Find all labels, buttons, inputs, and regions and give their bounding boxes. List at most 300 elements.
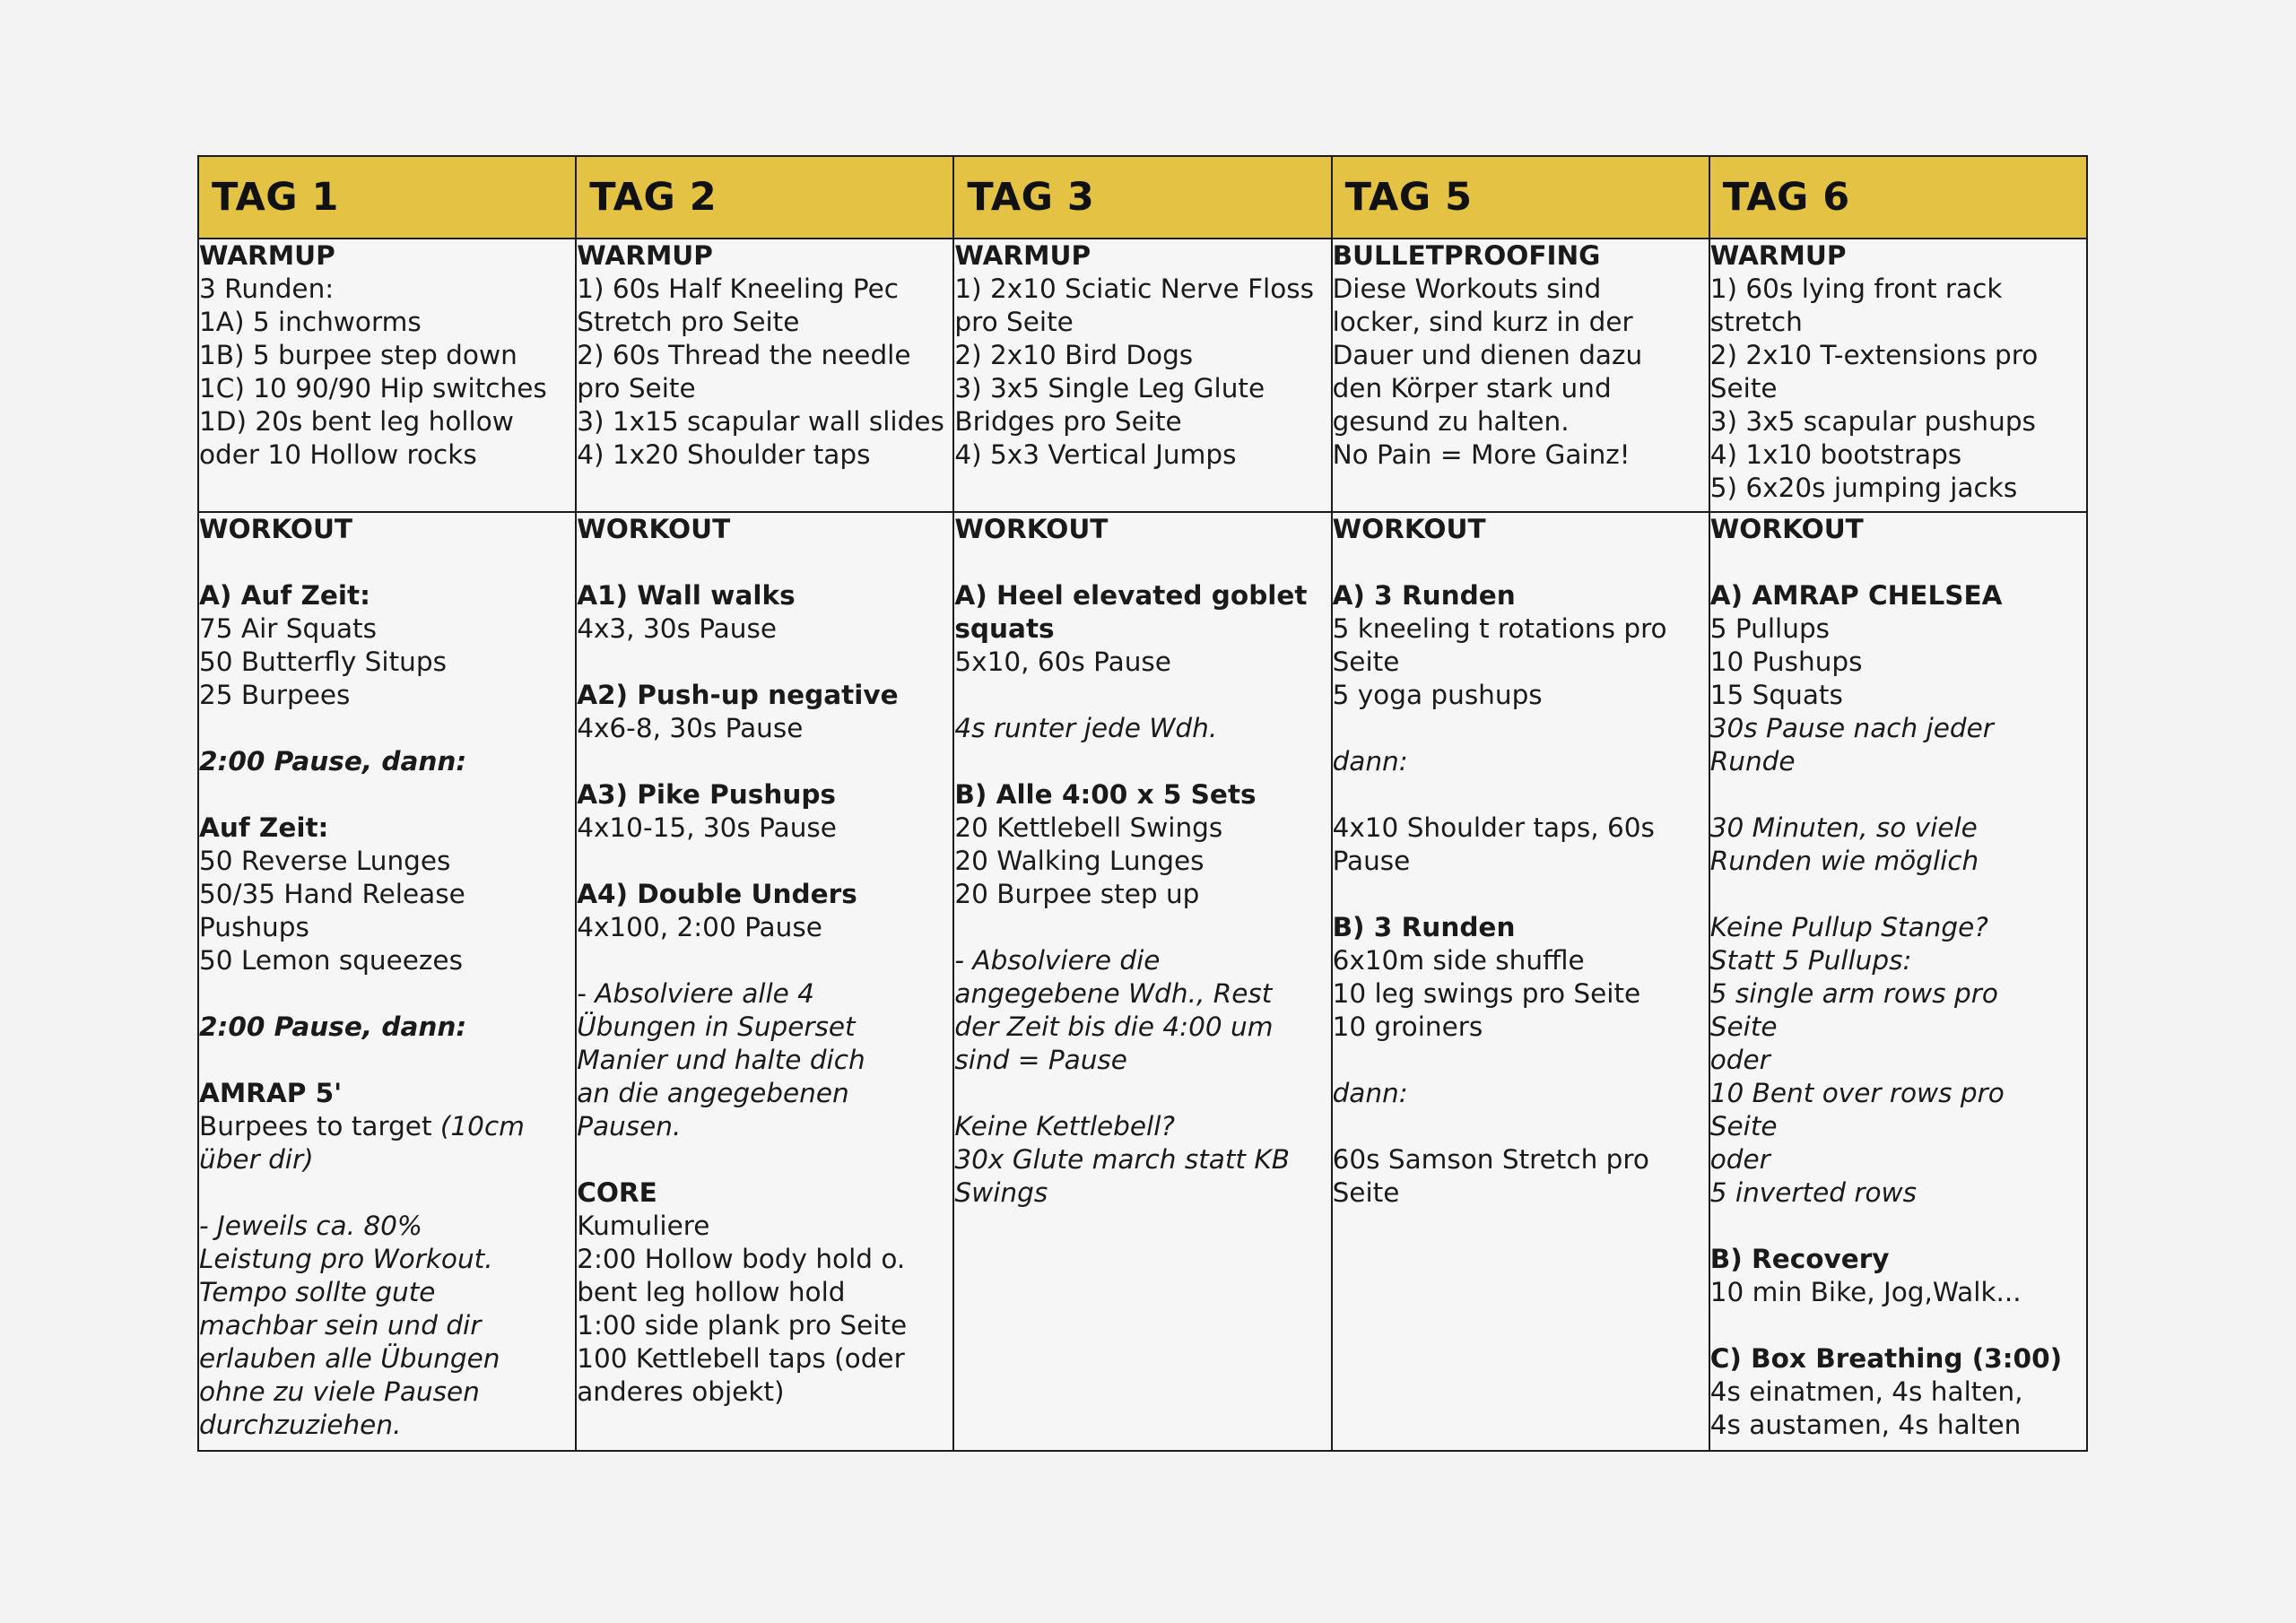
text-line: [199, 1342, 575, 1376]
line-text: BULLETPROOFING: [1332, 240, 1601, 271]
text-line: [199, 944, 575, 977]
text-line: [1710, 1376, 2086, 1409]
line-text: 100 Kettlebell taps (oder: [577, 1343, 905, 1374]
text-line: [954, 812, 1330, 845]
line-text: 3 Runden:: [199, 273, 335, 304]
warmup-cell-tag-5: [1332, 239, 1709, 512]
line-text: 10 groiners: [1332, 1011, 1483, 1042]
text-line: [577, 405, 952, 438]
text-line: [1710, 745, 2086, 778]
text-line: [199, 1143, 575, 1176]
text-line: [1710, 339, 2086, 372]
text-line: [1710, 1342, 2086, 1376]
line-text: 4s einatmen, 4s halten,: [1709, 1376, 2023, 1407]
text-line: [577, 372, 952, 405]
line-text: Tempo sollte gute: [199, 1277, 436, 1307]
text-line: [954, 273, 1330, 306]
line-text: B) Recovery: [1709, 1244, 1890, 1274]
line-text: AMRAP 5': [199, 1078, 343, 1108]
text-line: [577, 579, 952, 612]
text-line: [1333, 1176, 1709, 1210]
line-text: 50 Lemon squeezes: [199, 945, 463, 976]
warmup-cell-tag-1: [198, 239, 576, 512]
line-text: 5 kneeling t rotations pro: [1332, 613, 1667, 644]
line-text: WORKOUT: [577, 514, 731, 544]
line-text: A1) Wall walks: [577, 580, 796, 611]
text-line: [1333, 612, 1709, 646]
line-text: 20 Kettlebell Swings: [954, 812, 1223, 843]
text-line: [1333, 712, 1709, 745]
text-line: [199, 438, 575, 472]
line-text: Runde: [1709, 746, 1796, 777]
line-text: 2) 2x10 Bird Dogs: [954, 340, 1194, 370]
text-line: [199, 612, 575, 646]
text-line: [1333, 646, 1709, 679]
text-line: [1710, 646, 2086, 679]
line-text: 1B) 5 burpee step down: [199, 340, 517, 370]
text-line: [199, 1210, 575, 1243]
line-text: bent leg hollow hold: [577, 1277, 846, 1307]
text-line: [954, 513, 1330, 546]
text-line: [1710, 878, 2086, 911]
line-text: Stretch pro Seite: [577, 307, 800, 337]
line-text: 5 inverted rows: [1709, 1177, 1918, 1208]
line-text: Pause: [1332, 846, 1411, 876]
text-line: [199, 977, 575, 1011]
line-text: 5 Pullups: [1709, 613, 1831, 644]
text-line: [1333, 372, 1709, 405]
line-text: 2:00 Pause, dann:: [199, 746, 467, 777]
line-text: pro Seite: [577, 373, 696, 404]
line-text: A) AMRAP CHELSEA: [1709, 580, 2003, 611]
line-text: A) Heel elevated goblet: [954, 580, 1308, 611]
text-line: [577, 1210, 952, 1243]
line-text: A3) Pike Pushups: [577, 779, 836, 810]
text-line: [1710, 679, 2086, 712]
text-line: [577, 878, 952, 911]
text-line: [1710, 1409, 2086, 1442]
line-text: WORKOUT: [954, 514, 1109, 544]
text-line: [1333, 812, 1709, 845]
workout-cell-tag-2: [576, 512, 953, 1451]
line-text: C) Box Breathing (3:00): [1709, 1343, 2063, 1374]
text-line: [954, 1176, 1330, 1210]
text-line: [1710, 944, 2086, 977]
text-line: [199, 1243, 575, 1276]
text-line: [199, 845, 575, 878]
line-text: A2) Push-up negative: [577, 680, 899, 710]
workout-cell-tag-1: [198, 512, 576, 1451]
line-text: 1) 60s lying front rack: [1709, 273, 2003, 304]
text-line: [1333, 239, 1709, 273]
line-text: A) 3 Runden: [1332, 580, 1516, 611]
text-line: [199, 712, 575, 745]
line-text: sind = Pause: [954, 1045, 1127, 1075]
line-text: 2) 2x10 T-extensions pro: [1709, 340, 2039, 370]
line-text: oder: [1709, 1045, 1770, 1075]
text-line: [954, 646, 1330, 679]
text-line: [199, 911, 575, 944]
workout-row: [198, 512, 2087, 1451]
text-line: [199, 1044, 575, 1077]
line-text: Manier und halte dich: [577, 1045, 865, 1075]
line-text: 1C) 10 90/90 Hip switches: [199, 373, 547, 404]
line-text: angegebene Wdh., Rest: [954, 978, 1273, 1009]
text-line: [954, 911, 1330, 944]
text-line: [199, 745, 575, 778]
text-line: [199, 1077, 575, 1110]
text-line: [1333, 546, 1709, 579]
text-line: [1333, 1110, 1709, 1143]
line-text: 30 Minuten, so viele: [1709, 812, 1978, 843]
text-line: [1333, 745, 1709, 778]
text-line: [1333, 339, 1709, 372]
text-line: [1710, 812, 2086, 845]
line-text: Keine Pullup Stange?: [1709, 912, 1988, 942]
text-line: [1710, 612, 2086, 646]
text-line: [954, 845, 1330, 878]
line-text: Seite: [1332, 647, 1400, 677]
line-text: 15 Squats: [1709, 680, 1843, 710]
text-line: [577, 1376, 952, 1409]
text-line: [1333, 1143, 1709, 1176]
line-text: ohne zu viele Pausen: [199, 1376, 480, 1407]
line-text: über dir): [199, 1144, 314, 1175]
text-line: [199, 1409, 575, 1442]
text-line: [954, 944, 1330, 977]
text-line: [577, 612, 952, 646]
workout-cell-tag-6: [1709, 512, 2087, 1451]
text-line: [954, 712, 1330, 745]
line-text: 6x10m side shuffle: [1332, 945, 1585, 976]
line-text: Statt 5 Pullups:: [1709, 945, 1912, 976]
line-text: WORKOUT: [1332, 514, 1486, 544]
text-line: [1333, 1044, 1709, 1077]
text-line: [199, 679, 575, 712]
line-text: Runden wie möglich: [1709, 846, 1979, 876]
text-line: [954, 612, 1330, 646]
line-text: WARMUP: [577, 240, 713, 271]
text-line: [1710, 1210, 2086, 1243]
line-text: B) Alle 4:00 x 5 Sets: [954, 779, 1257, 810]
text-line: [1710, 1143, 2086, 1176]
text-line: [577, 1077, 952, 1110]
text-line: [1333, 845, 1709, 878]
line-text: durchzuziehen.: [199, 1410, 402, 1440]
text-line: [1333, 679, 1709, 712]
line-text: Leistung pro Workout.: [199, 1244, 493, 1274]
text-line: [577, 239, 952, 273]
text-line: [1710, 405, 2086, 438]
day-header-tag-2: TAG 2: [576, 156, 953, 239]
line-text: Keine Kettlebell?: [954, 1111, 1176, 1141]
line-text: Burpees to target: [199, 1111, 440, 1141]
text-line: [577, 1342, 952, 1376]
text-line: [199, 1309, 575, 1342]
text-line: [1710, 778, 2086, 812]
text-line: [577, 1110, 952, 1143]
line-text: WORKOUT: [1709, 514, 1864, 544]
line-text: 4x3, 30s Pause: [577, 613, 777, 644]
line-text: A) Auf Zeit:: [199, 580, 370, 611]
text-line: [577, 339, 952, 372]
text-line: [1710, 472, 2086, 505]
line-text: Kumuliere: [577, 1211, 710, 1241]
text-line: [577, 977, 952, 1011]
day-header-tag-6: TAG 6: [1709, 156, 2087, 239]
text-line: [199, 1276, 575, 1309]
header-row: [198, 156, 2087, 239]
text-line: [577, 438, 952, 472]
text-line: [1710, 1276, 2086, 1309]
text-line: [1710, 977, 2086, 1011]
text-line: [1710, 712, 2086, 745]
text-line: [577, 1276, 952, 1309]
line-text: 4) 5x3 Vertical Jumps: [954, 439, 1237, 470]
text-line: [954, 579, 1330, 612]
text-line: [954, 339, 1330, 372]
line-text: squats: [954, 613, 1055, 644]
text-line: [1333, 306, 1709, 339]
text-line: [1710, 306, 2086, 339]
warmup-cell-tag-3: [953, 239, 1331, 512]
line-text: 4x6-8, 30s Pause: [577, 713, 804, 743]
text-line: [577, 1309, 952, 1342]
line-text: WARMUP: [199, 240, 335, 271]
line-text: 1) 60s Half Kneeling Pec: [577, 273, 899, 304]
line-text: 30x Glute march statt KB: [954, 1144, 1290, 1175]
text-line: [1333, 1077, 1709, 1110]
line-text: Swings: [954, 1177, 1048, 1208]
text-line: [1710, 273, 2086, 306]
text-line: [1710, 546, 2086, 579]
line-text: B) 3 Runden: [1332, 912, 1516, 942]
text-line: [954, 745, 1330, 778]
line-text: No Pain = More Gainz!: [1332, 439, 1631, 470]
text-line: [954, 405, 1330, 438]
text-line: [1333, 778, 1709, 812]
text-line: [1333, 944, 1709, 977]
line-text: 10 Bent over rows pro: [1709, 1078, 2005, 1108]
text-line: [1333, 911, 1709, 944]
text-line: [954, 1077, 1330, 1110]
text-line: [577, 1176, 952, 1210]
text-line: [577, 845, 952, 878]
text-line: [199, 405, 575, 438]
text-line: [954, 239, 1330, 273]
line-text: 3) 3x5 Single Leg Glute: [954, 373, 1265, 404]
line-text: WARMUP: [954, 240, 1091, 271]
line-text: Seite: [1332, 1177, 1400, 1208]
text-line: [954, 1110, 1330, 1143]
text-line: [1710, 1309, 2086, 1342]
text-line: [954, 438, 1330, 472]
text-line: [1333, 273, 1709, 306]
text-line: [1710, 579, 2086, 612]
text-line: [577, 712, 952, 745]
line-text: 50 Butterfly Situps: [199, 647, 447, 677]
line-text: Dauer und dienen dazu: [1332, 340, 1643, 370]
text-line: [577, 646, 952, 679]
line-text: WORKOUT: [199, 514, 353, 544]
line-text: dann:: [1332, 1078, 1408, 1108]
line-text: stretch: [1709, 307, 1803, 337]
line-text: 1D) 20s bent leg hollow: [199, 406, 514, 437]
line-text: 3) 1x15 scapular wall slides: [577, 406, 944, 437]
line-text: 50 Reverse Lunges: [199, 846, 451, 876]
line-text: 20 Walking Lunges: [954, 846, 1205, 876]
line-text: 3) 3x5 scapular pushups: [1709, 406, 2036, 437]
line-text: an die angegebenen: [577, 1078, 849, 1108]
warmup-cell-tag-2: [576, 239, 953, 512]
line-text: - Jeweils ca. 80%: [199, 1211, 422, 1241]
line-text: CORE: [577, 1177, 657, 1208]
line-text: locker, sind kurz in der: [1332, 307, 1633, 337]
text-line: [199, 513, 575, 546]
line-text: 1A) 5 inchworms: [199, 307, 422, 337]
training-plan-table: [197, 155, 2088, 1452]
text-line: [1333, 438, 1709, 472]
text-line: [199, 239, 575, 273]
text-line: [199, 273, 575, 306]
line-text: oder 10 Hollow rocks: [199, 439, 477, 470]
line-text: 5 single arm rows pro: [1709, 978, 1998, 1009]
text-line: [199, 646, 575, 679]
workout-cell-tag-5: [1332, 512, 1709, 1451]
text-line: [1333, 513, 1709, 546]
text-line: [1710, 1243, 2086, 1276]
line-text: 2:00 Pause, dann:: [199, 1011, 467, 1042]
line-text: machbar sein und dir: [199, 1310, 482, 1341]
line-text: WARMUP: [1709, 240, 1847, 271]
line-text: Seite: [1709, 1111, 1778, 1141]
line-text: 20 Burpee step up: [954, 879, 1200, 909]
line-text: Übungen in Superset: [577, 1011, 856, 1042]
text-line: [954, 372, 1330, 405]
day-header-tag-1: TAG 1: [198, 156, 576, 239]
text-line: [954, 679, 1330, 712]
text-line: [577, 513, 952, 546]
warmup-cell-tag-6: [1709, 239, 2087, 512]
text-line: [1710, 911, 2086, 944]
line-text: A4) Double Unders: [577, 879, 857, 909]
text-line: [954, 878, 1330, 911]
line-text: 4) 1x20 Shoulder taps: [577, 439, 871, 470]
line-text: 4s austamen, 4s halten: [1709, 1410, 2022, 1440]
line-text: gesund zu halten.: [1332, 406, 1570, 437]
text-line: [1333, 977, 1709, 1011]
text-line: [577, 1011, 952, 1044]
line-text: Seite: [1709, 373, 1778, 404]
text-line: [577, 944, 952, 977]
text-line: [577, 1243, 952, 1276]
line-text: 25 Burpees: [199, 680, 351, 710]
line-text: Seite: [1709, 1011, 1778, 1042]
line-text: - Absolviere alle 4: [577, 978, 814, 1009]
text-line: [1333, 405, 1709, 438]
workout-cell-tag-3: [953, 512, 1331, 1451]
line-text: 4x10 Shoulder taps, 60s: [1332, 812, 1655, 843]
line-text: oder: [1709, 1144, 1770, 1175]
text-line: [199, 778, 575, 812]
line-text: 60s Samson Stretch pro: [1332, 1144, 1649, 1175]
line-text: Bridges pro Seite: [954, 406, 1182, 437]
text-line: [954, 1143, 1330, 1176]
text-line: [1710, 239, 2086, 273]
warmup-row: [198, 239, 2087, 512]
line-text: anderes objekt): [577, 1376, 785, 1407]
text-line: [1710, 513, 2086, 546]
text-line: [1710, 1044, 2086, 1077]
text-line: [199, 1011, 575, 1044]
line-text-italic: (10cm: [439, 1111, 525, 1141]
line-text: 4) 1x10 bootstraps: [1709, 439, 1962, 470]
line-text: 10 Pushups: [1709, 647, 1863, 677]
text-line: [577, 273, 952, 306]
line-text: 1) 2x10 Sciatic Nerve Floss: [954, 273, 1315, 304]
text-line: [199, 1110, 575, 1143]
text-line: [1333, 878, 1709, 911]
text-line: [954, 546, 1330, 579]
line-text: 5x10, 60s Pause: [954, 647, 1171, 677]
line-text: dann:: [1332, 746, 1408, 777]
text-line: [577, 745, 952, 778]
line-text: erlauben alle Übungen: [199, 1343, 500, 1374]
line-text: den Körper stark und: [1332, 373, 1612, 404]
line-text: 1:00 side plank pro Seite: [577, 1310, 908, 1341]
line-text: 2:00 Hollow body hold o.: [577, 1244, 906, 1274]
line-text: 4x100, 2:00 Pause: [577, 912, 822, 942]
text-line: [199, 372, 575, 405]
line-text: 75 Air Squats: [199, 613, 377, 644]
line-text: Pausen.: [577, 1111, 682, 1141]
text-line: [577, 1044, 952, 1077]
text-line: [954, 1044, 1330, 1077]
text-line: [1333, 1011, 1709, 1044]
text-line: [577, 1143, 952, 1176]
text-line: [577, 812, 952, 845]
text-line: [577, 546, 952, 579]
text-line: [954, 778, 1330, 812]
text-line: [954, 1011, 1330, 1044]
text-line: [954, 306, 1330, 339]
text-line: [1710, 1077, 2086, 1110]
text-line: [199, 812, 575, 845]
day-header-tag-3: TAG 3: [953, 156, 1331, 239]
text-line: [577, 778, 952, 812]
text-line: [1710, 1110, 2086, 1143]
line-text: 4x10-15, 30s Pause: [577, 812, 837, 843]
text-line: [1333, 579, 1709, 612]
line-text: 4s runter jede Wdh.: [954, 713, 1218, 743]
line-text: Auf Zeit:: [199, 812, 329, 843]
line-text: Diese Workouts sind: [1332, 273, 1602, 304]
text-line: [199, 1176, 575, 1210]
text-line: [577, 911, 952, 944]
text-line: [199, 546, 575, 579]
text-line: [199, 306, 575, 339]
text-line: [954, 977, 1330, 1011]
text-line: [1710, 438, 2086, 472]
day-header-tag-5: TAG 5: [1332, 156, 1709, 239]
text-line: [199, 878, 575, 911]
line-text: 50/35 Hand Release: [199, 879, 465, 909]
line-text: 30s Pause nach jeder: [1709, 713, 1994, 743]
line-text: 2) 60s Thread the needle: [577, 340, 911, 370]
text-line: [577, 306, 952, 339]
line-text: der Zeit bis die 4:00 um: [954, 1011, 1274, 1042]
line-text: Pushups: [199, 912, 309, 942]
